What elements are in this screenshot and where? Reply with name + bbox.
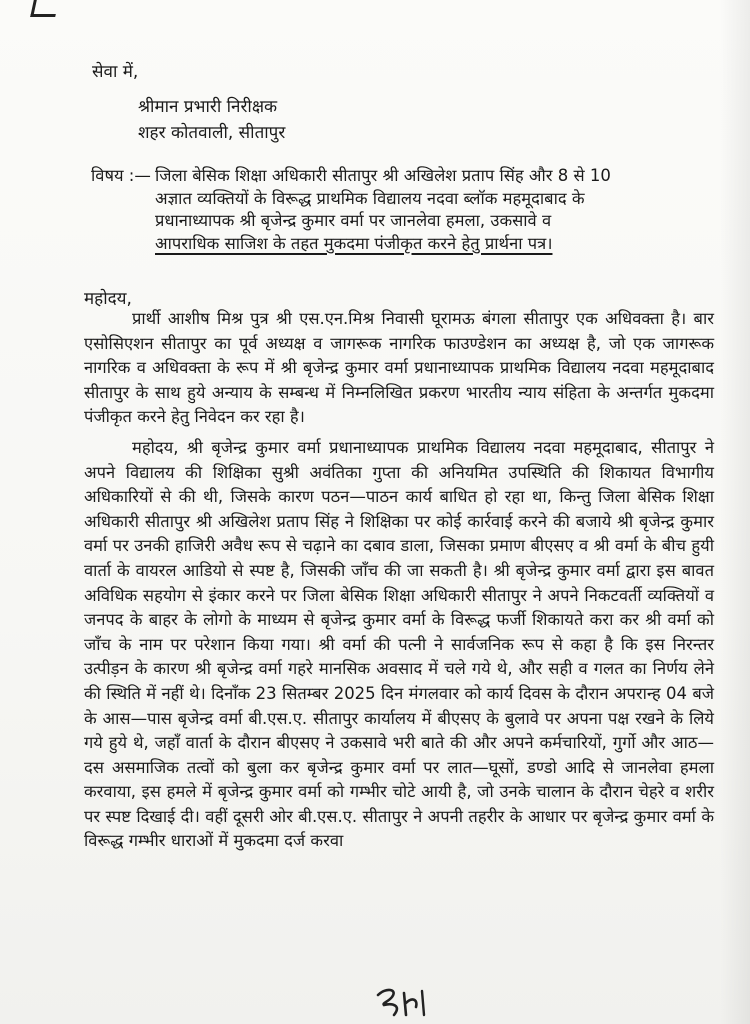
- subject-line-3: प्रधानाध्यापक श्री बृजेन्द्र कुमार वर्मा पर जानलेवा हमला, उकसावे व: [155, 211, 552, 230]
- subject-line-1: जिला बेसिक शिक्षा अधिकारी सीतापुर श्री अखिलेश प्रताप सिंह और 8 से 10: [155, 166, 611, 185]
- addressee-line-1: श्रीमान प्रभारी निरीक्षक: [138, 97, 278, 117]
- paragraph-2: महोदय, श्री बृजेन्द्र कुमार वर्मा प्रधानाध्यापक प्राथमिक विद्यालय नदवा महमूदाबाद, सीतापुर ने अपने विद्यालय की शिक्षिका सुश्री अवंतिका गुप्ता की अनियमित उपस्थिति की शिकायत विभागीय अधिकारियों से की थी, जिसके कारण पठन—पाठन कार्य बाधित हो रहा था, किन्तु जिला बेसिक शिक्षा अधिकारी सीतापुर श्री अखिलेश प्रताप सिंह ने शिक्षिका पर कोई कार्रवाई करने की बजाये श्री बृजेन्द्र कुमार वर्मा पर उनकी हाजिरी अवैध रूप से चढ़ाने का दबाव डाला, जिसका प्रमाण बीएसए व श्री वर्मा के बीच हुयी वार्ता के वायरल आडियो से स्पष्ट है, जिसकी जाँच की जा सकती है। श्री बृजेन्द्र कुमार वर्मा द्वारा इस बावत अविधिक सहयोग से इंकार करने पर जिला बेसिक शिक्षा अधिकारी सीतापुर ने अपने निकटवर्ती व्यक्तियों व जनपद के बाहर के लोगो के माध्यम से बृजेन्द्र कुमार वर्मा के विरूद्ध फर्जी शिकायते करा कर श्री वर्मा को जाँच के नाम पर परेशान किया गया। श्री वर्मा की पत्नी ने सार्वजनिक रूप से कहा है कि इस निरन्तर उत्पीड़न के कारण श्री बृजेन्द्र वर्मा गहरे मानसिक अवसाद में चले गये थे, और सही व गलत का निर्णय लेने की स्थिति में नहीं थे। दिनाँक 23 सितम्बर 2025 दिन मंगलवार को कार्य दिवस के दौरान अपरान्ह 04 बजे के आस—पास बृजेन्द्र वर्मा बी.एस.ए. सीतापुर कार्यालय में बीएसए के बुलावे पर अपना पक्ष रखने के लिये गये हुये थे, जहाँ वार्ता के दौरान बीएसए ने उकसावे भरी बाते की और अपने कर्मचारियों, गुर्गो और आठ—दस असमाजिक तत्वों को बुला कर बृजेन्द्र कुमार वर्मा पर लात—घूसों, डण्डो आदि से जानलेवा हमला करवाया, इस हमले में बृजेन्द्र कुमार वर्मा को गम्भीर चोटे आयी है, जो उनके चालान के दौरान चेहरे व शरीर पर स्पष्ट दिखाई दी। वहीं दूसरी ओर बी.एस.ए. सीतापुर ने अपनी तहरीर के आधार पर बृजेन्द्र कुमार वर्मा के विरूद्ध गम्भीर धाराओं में मुकदमा दर्ज करवा: [84, 437, 714, 851]
- subject-label: विषय :—: [91, 166, 151, 185]
- greeting: महोदय,: [84, 289, 132, 309]
- handwritten-signature-icon: [372, 985, 442, 1021]
- corner-mark: [30, 0, 59, 17]
- addressee-line-2: शहर कोतवाली, सीतापुर: [138, 123, 286, 143]
- subject-lines: [155, 165, 707, 255]
- paragraph-1: प्रार्थी आशीष मिश्र पुत्र श्री एस.एन.मिश्र निवासी घूरामऊ बंगला सीतापुर एक अधिवक्ता है। बार एसोसिएशन सीतापुर का पूर्व अध्यक्ष व जागरूक नागरिक फाउण्डेशन का अध्यक्ष है, जो एक जागरूक नागरिक व अधिवक्ता के रूप में श्री बृजेन्द्र कुमार वर्मा प्रधानाध्यापक प्राथमिक विद्यालय नदवा महमूदाबाद सीतापुर के साथ हुये अन्याय के सम्बन्ध में निम्नलिखित प्रकरण भारतीय न्याय संहिता के अन्तर्गत मुकदमा पंजीकृत करने हेतु निवेदन कर रहा है।: [84, 309, 714, 427]
- letter-body: [84, 307, 714, 854]
- salutation-to: सेवा में,: [92, 62, 139, 82]
- addressee-block: [138, 94, 285, 146]
- subject-line-4: आपराधिक साजिश के तहत मुकदमा पंजीकृत करने हेतु प्रार्थना पत्र।: [155, 233, 553, 253]
- subject-line-2: अज्ञात व्यक्तियों के विरूद्ध प्राथमिक विद्यालय नदवा ब्लॉक महमूदाबाद के: [155, 188, 585, 208]
- scan-shade: [720, 0, 750, 1024]
